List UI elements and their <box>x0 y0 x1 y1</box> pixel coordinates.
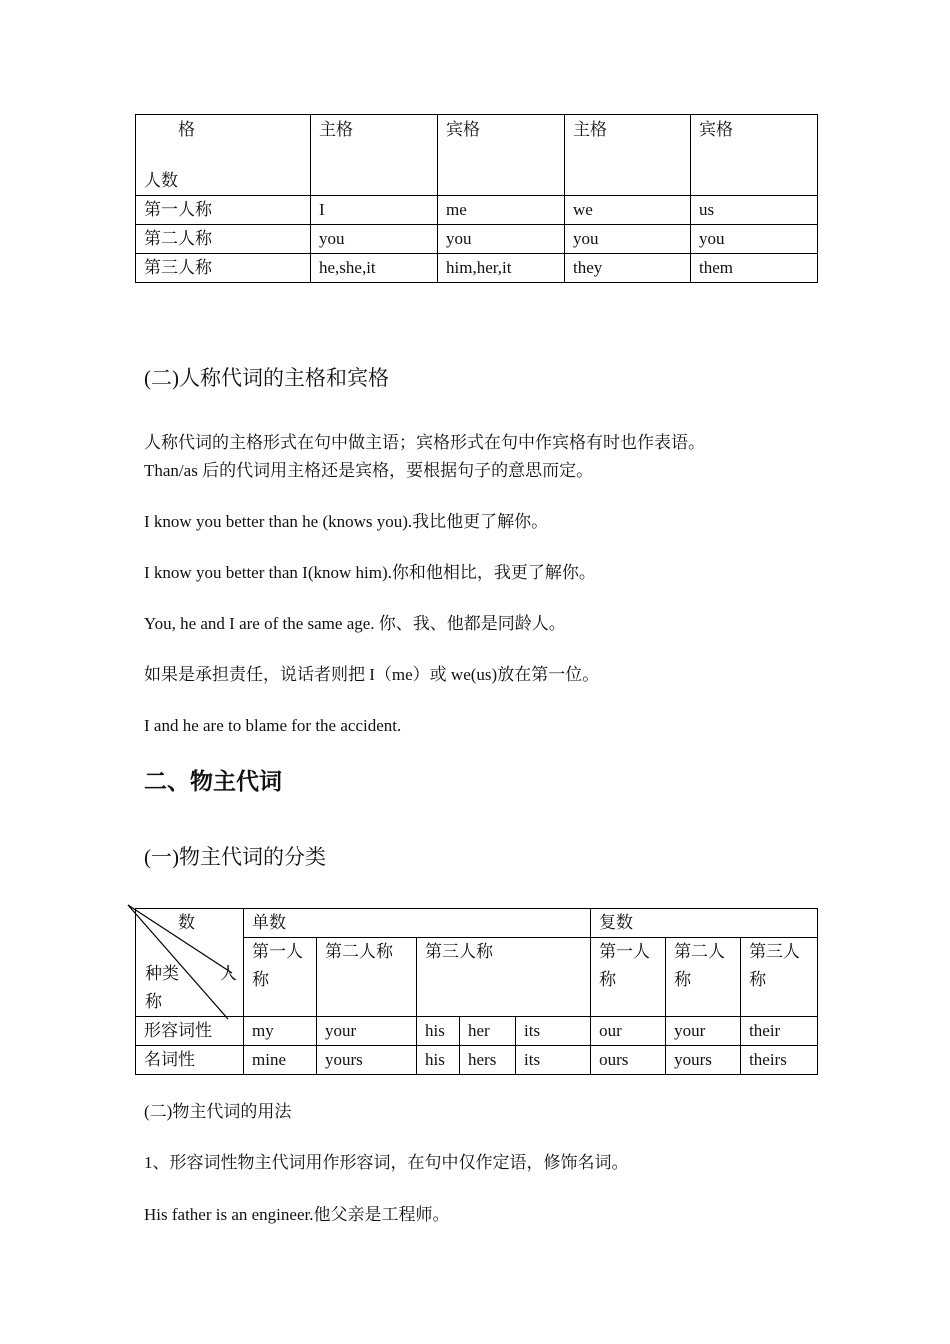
corner-top-label: 格 <box>178 120 195 139</box>
subheading-classification: (一)物主代词的分类 <box>144 845 326 869</box>
table-cell: your <box>317 1017 417 1046</box>
corner-label-person-2: 称 <box>145 992 162 1011</box>
subheading-usage: (二)物主代词的用法 <box>144 1102 292 1121</box>
table-row <box>136 225 818 254</box>
table-cell: yours <box>666 1046 741 1075</box>
person-header: 第一人称 <box>591 938 666 1017</box>
usage-point: 1、形容词性物主代词用作形容词，在句中仅作定语，修饰名词。 <box>144 1153 629 1172</box>
row-label: 名词性 <box>136 1046 244 1075</box>
table-cell: mine <box>244 1046 317 1075</box>
table-cell: he,she,it <box>311 254 438 283</box>
table-cell: its <box>516 1046 591 1075</box>
corner-bottom-label: 人数 <box>144 171 178 190</box>
table-cell: you <box>691 225 818 254</box>
table-cell: them <box>691 254 818 283</box>
table-cell: they <box>565 254 691 283</box>
possessive-pronoun-table <box>135 908 818 1075</box>
example-sentence: I know you better than he (knows you).我比他更了解你。 <box>144 512 549 531</box>
table-cell: her <box>460 1017 516 1046</box>
pronoun-case-table <box>135 114 818 283</box>
person-header: 第二人称 <box>317 938 417 1017</box>
table-cell: ours <box>591 1046 666 1075</box>
corner-label-person: 人 <box>220 964 237 983</box>
table-cell: my <box>244 1017 317 1046</box>
person-header: 第三人称 <box>417 938 591 1017</box>
singular-header: 单数 <box>244 909 591 938</box>
plural-header: 复数 <box>591 909 818 938</box>
diagonal-corner-cell <box>136 909 244 1017</box>
table-cell: you <box>311 225 438 254</box>
row-label: 形容词性 <box>136 1017 244 1046</box>
corner-cell <box>136 115 311 196</box>
table-cell: me <box>438 196 565 225</box>
header-cell: 宾格 <box>691 115 818 196</box>
table-cell: their <box>741 1017 818 1046</box>
row-label: 第二人称 <box>136 225 311 254</box>
corner-label-kind: 种类 <box>145 964 179 983</box>
example-sentence: I know you better than I(know him).你和他相比，我更了解你。 <box>144 563 596 582</box>
person-header: 第三人称 <box>741 938 818 1017</box>
example-sentence: His father is an engineer.他父亲是工程师。 <box>144 1205 450 1224</box>
table-cell: his <box>417 1017 460 1046</box>
table-cell: us <box>691 196 818 225</box>
table-cell: you <box>438 225 565 254</box>
header-cell: 主格 <box>311 115 438 196</box>
row-label: 第一人称 <box>136 196 311 225</box>
table-row <box>136 254 818 283</box>
example-sentence: I and he are to blame for the accident. <box>144 716 402 735</box>
table-cell: our <box>591 1017 666 1046</box>
paragraph-line: 人称代词的主格形式在句中做主语；宾格形式在句中作宾格有时也作表语。 <box>144 433 705 452</box>
header-cell: 宾格 <box>438 115 565 196</box>
table-cell: you <box>565 225 691 254</box>
table-header-row <box>136 115 818 196</box>
table-cell: I <box>311 196 438 225</box>
table-row <box>136 1046 818 1075</box>
row-label: 第三人称 <box>136 254 311 283</box>
paragraph-line: Than/as 后的代词用主格还是宾格，要根据句子的意思而定。 <box>144 461 594 480</box>
example-sentence: You, he and I are of the same age. 你、我、他都是同龄人。 <box>144 614 566 633</box>
table-cell: hers <box>460 1046 516 1075</box>
header-cell: 主格 <box>565 115 691 196</box>
person-header: 第二人称 <box>666 938 741 1017</box>
table-row <box>136 196 818 225</box>
section-heading-case: (二)人称代词的主格和宾格 <box>144 366 389 390</box>
table-cell: his <box>417 1046 460 1075</box>
table-cell: yours <box>317 1046 417 1075</box>
table-cell: him,her,it <box>438 254 565 283</box>
table-header-row <box>136 909 818 938</box>
person-header: 第一人称 <box>244 938 317 1017</box>
section-heading-possessive: 二、物主代词 <box>144 769 282 795</box>
table-cell: we <box>565 196 691 225</box>
table-cell: its <box>516 1017 591 1046</box>
table-cell: your <box>666 1017 741 1046</box>
rule-sentence: 如果是承担责任，说话者则把 I（me）或 we(us)放在第一位。 <box>144 665 600 684</box>
corner-label-number: 数 <box>178 913 195 932</box>
table-cell: theirs <box>741 1046 818 1075</box>
